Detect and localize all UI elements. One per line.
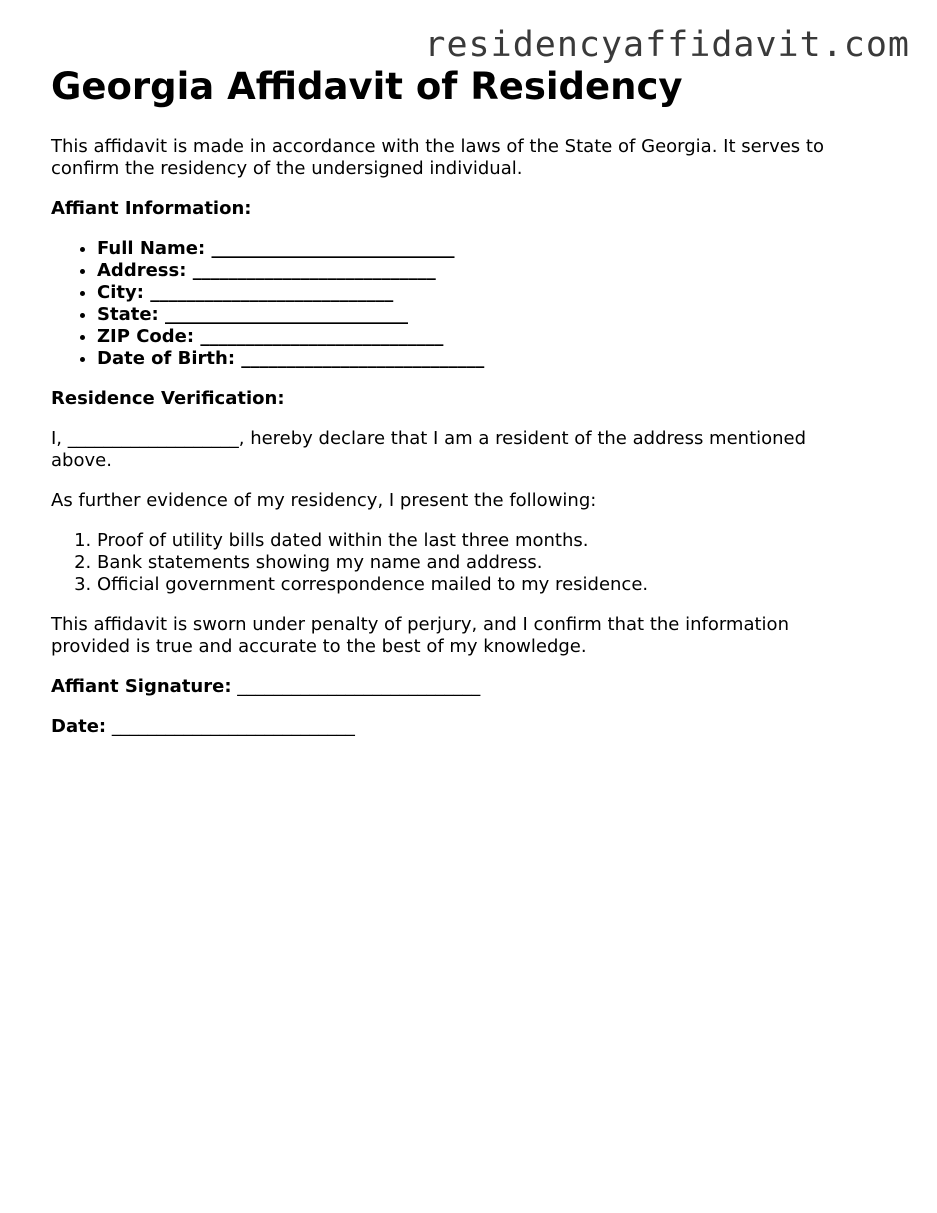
field-blank: ___________________________ bbox=[165, 304, 409, 325]
signature-label: Affiant Signature: bbox=[51, 676, 232, 697]
date-line bbox=[51, 716, 871, 738]
field-date-of-birth bbox=[97, 348, 871, 370]
field-label: Date of Birth: bbox=[97, 348, 236, 369]
date-blank: ___________________________ bbox=[111, 716, 355, 737]
field-label: City: bbox=[97, 282, 144, 303]
field-blank: ___________________________ bbox=[211, 238, 455, 259]
affiant-fields-list bbox=[51, 238, 871, 370]
affidavit-document bbox=[51, 64, 871, 738]
signature-blank: ___________________________ bbox=[237, 676, 481, 697]
field-full-name bbox=[97, 238, 871, 260]
field-blank: ___________________________ bbox=[200, 326, 444, 347]
date-label: Date: bbox=[51, 716, 107, 737]
field-blank: ___________________________ bbox=[192, 260, 436, 281]
evidence-list bbox=[51, 530, 871, 596]
field-address bbox=[97, 260, 871, 282]
page-title: Georgia Affidavit of Residency bbox=[51, 65, 683, 108]
evidence-item: 2. Bank statements showing my name and address. bbox=[97, 552, 871, 574]
site-watermark: residencyaffidavit.com bbox=[424, 25, 910, 65]
field-blank: ___________________________ bbox=[150, 282, 394, 303]
declaration-paragraph: I, ___________________, hereby declare that I am a resident of the address mentioned above. bbox=[51, 428, 807, 471]
field-label: Full Name: bbox=[97, 238, 206, 259]
field-state bbox=[97, 304, 871, 326]
perjury-statement: This affidavit is sworn under penalty of perjury, and I confirm that the information provided is true and accurate to the best of my knowledge. bbox=[51, 614, 789, 657]
field-blank: ___________________________ bbox=[241, 348, 485, 369]
evidence-item: 1. Proof of utility bills dated within the last three months. bbox=[97, 530, 871, 552]
residence-verification-heading: Residence Verification: bbox=[51, 388, 285, 409]
field-label: State: bbox=[97, 304, 159, 325]
affiant-information-heading: Affiant Information: bbox=[51, 198, 252, 219]
intro-paragraph: This affidavit is made in accordance with the laws of the State of Georgia. It serves to confirm the residency of the undersigned individual. bbox=[51, 136, 824, 179]
field-label: Address: bbox=[97, 260, 187, 281]
field-zip-code bbox=[97, 326, 871, 348]
evidence-intro-paragraph: As further evidence of my residency, I present the following: bbox=[51, 490, 597, 511]
signature-line bbox=[51, 676, 871, 698]
field-city bbox=[97, 282, 871, 304]
evidence-item: 3. Official government correspondence mailed to my residence. bbox=[97, 574, 871, 596]
field-label: ZIP Code: bbox=[97, 326, 195, 347]
